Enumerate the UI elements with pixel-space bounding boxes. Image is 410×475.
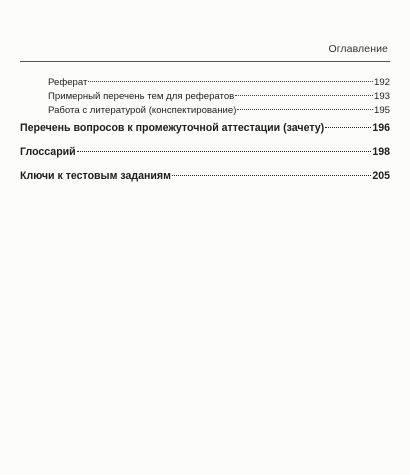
- dot-leader: [235, 95, 373, 96]
- dot-leader: [325, 127, 371, 128]
- dot-leader: [172, 175, 371, 176]
- toc-entry-page: 192: [373, 77, 390, 88]
- toc-entry: [20, 105, 390, 116]
- toc-entry-page: 196: [372, 122, 390, 134]
- dot-leader: [237, 109, 373, 110]
- toc-entry-page: 195: [373, 105, 390, 116]
- dot-leader: [88, 81, 373, 82]
- toc-entry: [20, 77, 390, 88]
- toc-entry-page: 193: [373, 91, 390, 102]
- toc-entry-title: Реферат: [48, 77, 88, 88]
- header-rule: [20, 61, 390, 62]
- dot-leader: [77, 151, 372, 152]
- toc-entry: [20, 122, 390, 134]
- toc-entry-title: Ключи к тестовым заданиям: [20, 170, 171, 182]
- toc-entry-title: Примерный перечень тем для рефератов: [48, 91, 235, 102]
- toc-entry: [20, 146, 390, 158]
- toc-entry: [20, 170, 390, 182]
- toc-entry-page: 205: [372, 170, 390, 182]
- toc-entry-title: Глоссарий: [20, 146, 76, 158]
- running-head: Оглавление: [328, 43, 388, 55]
- toc-entry-page: 198: [372, 146, 390, 158]
- toc-entry: [20, 91, 390, 102]
- toc-entry-title: Перечень вопросов к промежуточной аттестации (зачету): [20, 122, 325, 134]
- toc-entry-title: Работа с литературой (конспектирование): [48, 105, 237, 116]
